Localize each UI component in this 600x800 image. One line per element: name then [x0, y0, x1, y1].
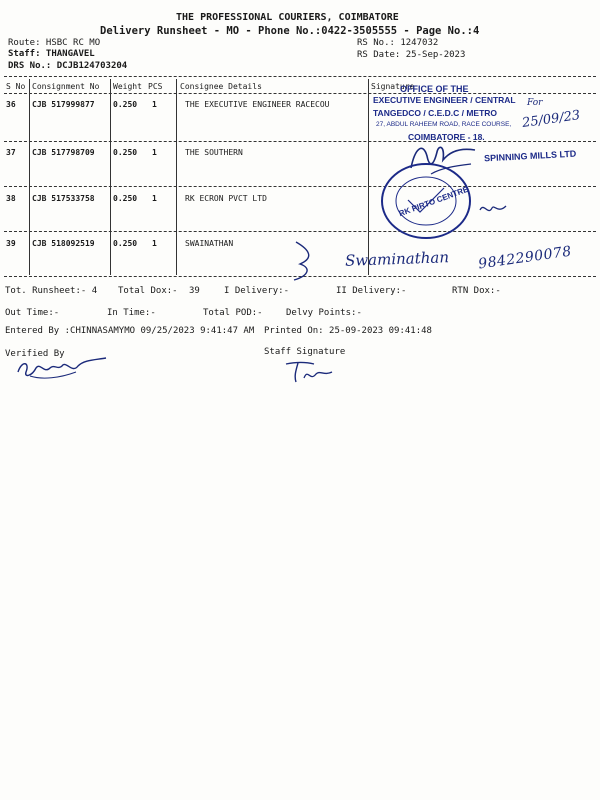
- stamp-line: EXECUTIVE ENGINEER / CENTRAL: [373, 95, 516, 105]
- stamp-line: TANGEDCO / C.E.D.C / METRO: [373, 108, 498, 118]
- col-header-sno: S No: [6, 82, 26, 91]
- table-top-rule: [4, 76, 596, 77]
- scribble-mark: [478, 200, 508, 218]
- col-divider: [368, 79, 369, 275]
- row-consignee: THE EXECUTIVE ENGINEER RACECOU: [185, 100, 330, 109]
- row-consignee: SWAINATHAN: [185, 239, 234, 248]
- i-delivery: I Delivery:-: [224, 286, 290, 296]
- runsheet-title: Delivery Runsheet - MO - Phone No.:0422-3505555 - Page No.:4: [100, 25, 480, 37]
- handwritten-date: 25/09/23: [521, 108, 582, 131]
- stamp-line: OFFICE OF THE: [400, 84, 469, 94]
- stamp-line: COIMBATORE - 18.: [408, 132, 485, 142]
- mills-stamp: SPINNING MILLS LTD: [483, 148, 577, 164]
- row-pcs: 1: [152, 148, 157, 157]
- staff-signature: [284, 358, 334, 384]
- delvy-points: Delvy Points:-: [286, 308, 362, 318]
- row-consignment: CJB 517999877: [32, 100, 95, 109]
- round-stamp-text: RK PIRTO CENTRE: [397, 184, 470, 219]
- drs-number: DRS No.: DCJB124703204: [8, 61, 128, 71]
- col-header-pcs: PCS: [148, 82, 163, 91]
- row-pcs: 1: [152, 194, 157, 203]
- col-divider: [29, 79, 30, 275]
- row-consignment: CJB 517798709: [32, 148, 95, 157]
- col-header-weight: Weight: [113, 82, 142, 91]
- header-rule: [4, 93, 596, 94]
- total-runsheet: Tot. Runsheet:- 4: [5, 286, 98, 296]
- rtn-dox: RTN Dox:-: [452, 286, 501, 296]
- entered-by: Entered By :CHINNASAMYMO 09/25/2023 9:41:47 AM: [5, 326, 255, 336]
- col-divider: [176, 79, 177, 275]
- staff-signature-label: Staff Signature: [264, 347, 346, 357]
- verified-by-label: Verified By: [5, 349, 65, 359]
- row-pcs: 1: [152, 239, 157, 248]
- row-rule: [4, 186, 596, 187]
- col-header-signature: Signature: [371, 82, 415, 91]
- row-sno: 39: [6, 239, 16, 248]
- col-header-consignee: Consignee Details: [180, 82, 262, 91]
- stamp-line: 27, ABDUL RAHEEM ROAD, RACE COURSE,: [376, 121, 512, 128]
- verified-signature: [14, 354, 110, 384]
- ii-delivery: II Delivery:-: [336, 286, 407, 296]
- col-divider: [110, 79, 111, 275]
- row-consignment: CJB 518092519: [32, 239, 95, 248]
- printed-on: Printed On: 25-09-2023 09:41:48: [264, 326, 432, 336]
- scribble-mark: [290, 240, 320, 282]
- row-rule: [4, 141, 596, 142]
- rs-number: RS No.: 1247032: [357, 38, 439, 48]
- handwritten-phone: 9842290078: [477, 243, 573, 273]
- row-sno: 37: [6, 148, 16, 157]
- rs-date: RS Date: 25-Sep-2023: [357, 50, 466, 60]
- row-sno: 38: [6, 194, 16, 203]
- total-pod: Total POD:-: [203, 308, 263, 318]
- handwritten-for: For: [527, 98, 543, 108]
- staff-label: Staff: THANGAVEL: [8, 49, 95, 59]
- row-consignee: THE SOUTHERN: [185, 148, 243, 157]
- company-title: THE PROFESSIONAL COURIERS, COIMBATORE: [176, 12, 399, 23]
- row-rule: [4, 231, 596, 232]
- total-dox-label: Total Dox:-: [118, 286, 178, 296]
- col-header-consignment: Consignment No: [32, 82, 100, 91]
- row-consignee: RK ECRON PVCT LTD: [185, 194, 267, 203]
- row-weight: 0.250: [113, 100, 138, 109]
- out-time: Out Time:-: [5, 308, 60, 318]
- row-weight: 0.250: [113, 148, 138, 157]
- row-consignment: CJB 517533758: [32, 194, 95, 203]
- row-weight: 0.250: [113, 194, 138, 203]
- row-weight: 0.250: [113, 239, 138, 248]
- handwritten-name: Swaminathan: [344, 248, 450, 270]
- in-time: In Time:-: [107, 308, 156, 318]
- route-label: Route: HSBC RC MO: [8, 38, 101, 48]
- row-sno: 36: [6, 100, 16, 109]
- row-pcs: 1: [152, 100, 157, 109]
- total-dox-value: 39: [189, 286, 200, 296]
